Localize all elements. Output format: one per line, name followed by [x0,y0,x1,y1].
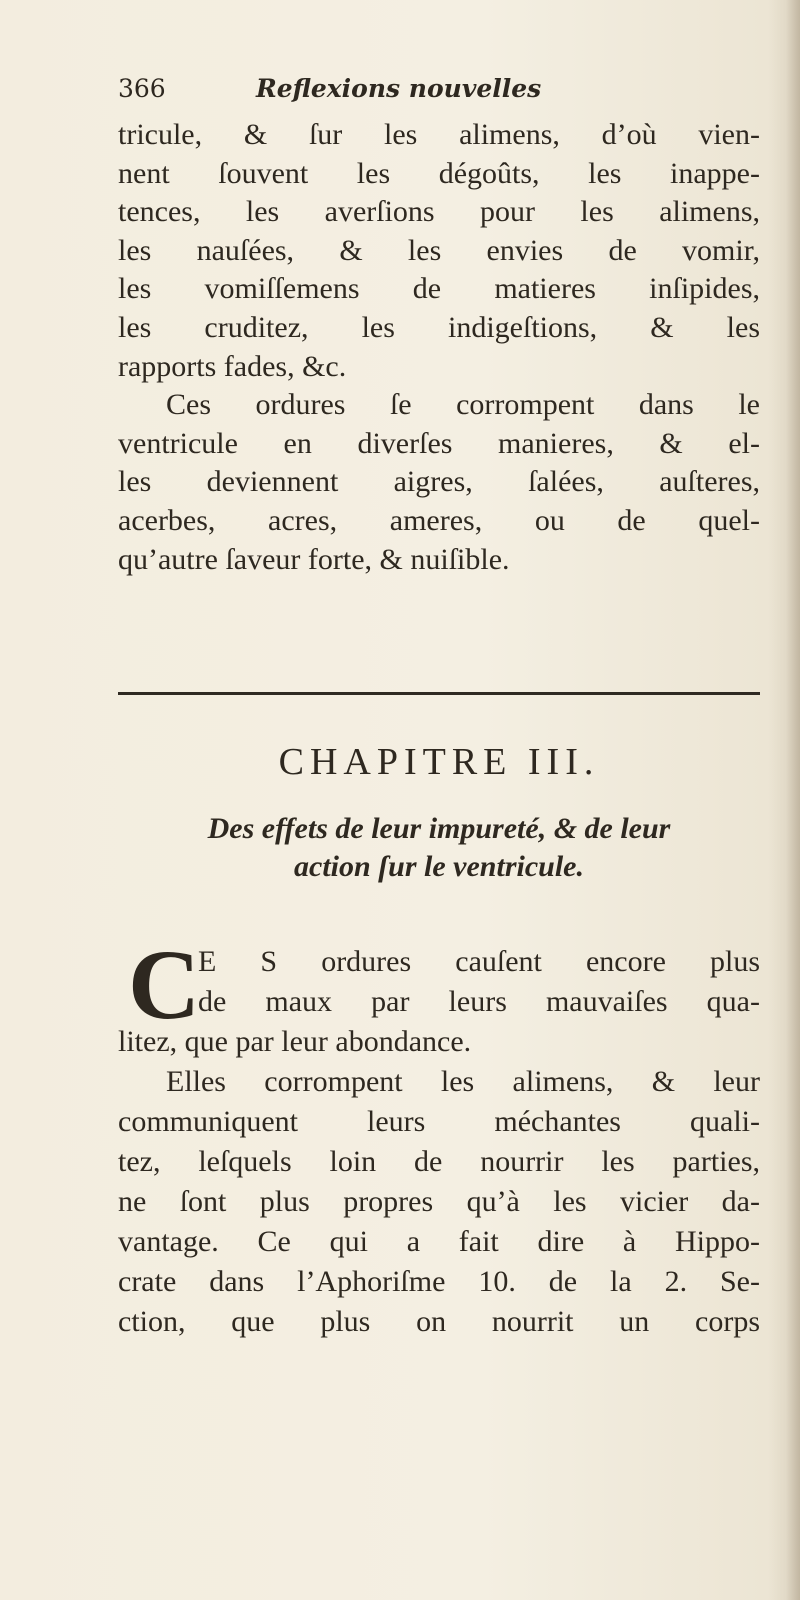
drop-cap: C [128,929,201,1040]
page-edge-shadow [786,0,800,1600]
text-line: acerbes, acres, ameres, ou de quel- [118,503,760,537]
text-line: litez, que par leur abondance. [118,1025,472,1058]
chapter-subtitle-line: Des effets de leur impureté, & de leur [207,812,671,845]
text-line: nent ſouvent les dégoûts, les inappe- [118,156,760,190]
chapter-subtitle [118,810,760,886]
text-line: les cruditez, les indigeſtions, & les [118,310,760,344]
text-line: qu’autre ſaveur forte, & nuiſible. [118,542,510,576]
page-number: 366 [118,74,166,103]
text-block-top [118,116,760,579]
text-line: communiquent leurs méchantes quali- [118,1105,760,1138]
running-header [118,74,758,114]
section-divider-rule [118,692,760,695]
chapter-subtitle-line: action ſur le ventricule. [294,850,584,883]
text-line: les deviennent aigres, ſalées, auſteres, [118,465,760,499]
text-line: tences, les averſions pour les alimens, [118,195,760,229]
running-title: Reflexions nouvelles [256,74,542,103]
text-line: ne ſont plus propres qu’à les vicier da- [118,1185,760,1218]
text-line: Ces ordures ſe corrompent dans le [166,388,760,422]
text-line: les nauſées, & les envies de vomir, [118,233,760,267]
text-line: de maux par leurs mauvaiſes qua- [198,985,760,1018]
text-line: tricule, & ſur les alimens, d’où vien- [118,118,760,151]
text-line: ction, que plus on nourrit un corps [118,1305,760,1338]
text-line: Elles corrompent les alimens, & leur [166,1065,760,1098]
text-line: E S ordures cauſent encore plus [198,945,760,978]
text-line: les vomiſſemens de matieres inſipides, [118,272,760,306]
text-line: crate dans l’Aphoriſme 10. de la 2. Se- [118,1265,760,1298]
chapter-heading: CHAPITRE III. [278,741,600,783]
text-line: ventricule en diverſes manieres, & el- [118,426,760,460]
text-block-chapter [118,929,760,1342]
text-line: rapports fades, &c. [118,349,347,383]
text-line: vantage. Ce qui a fait dire à Hippo- [118,1225,760,1258]
text-line: tez, leſquels loin de nourrir les parties, [118,1145,760,1178]
